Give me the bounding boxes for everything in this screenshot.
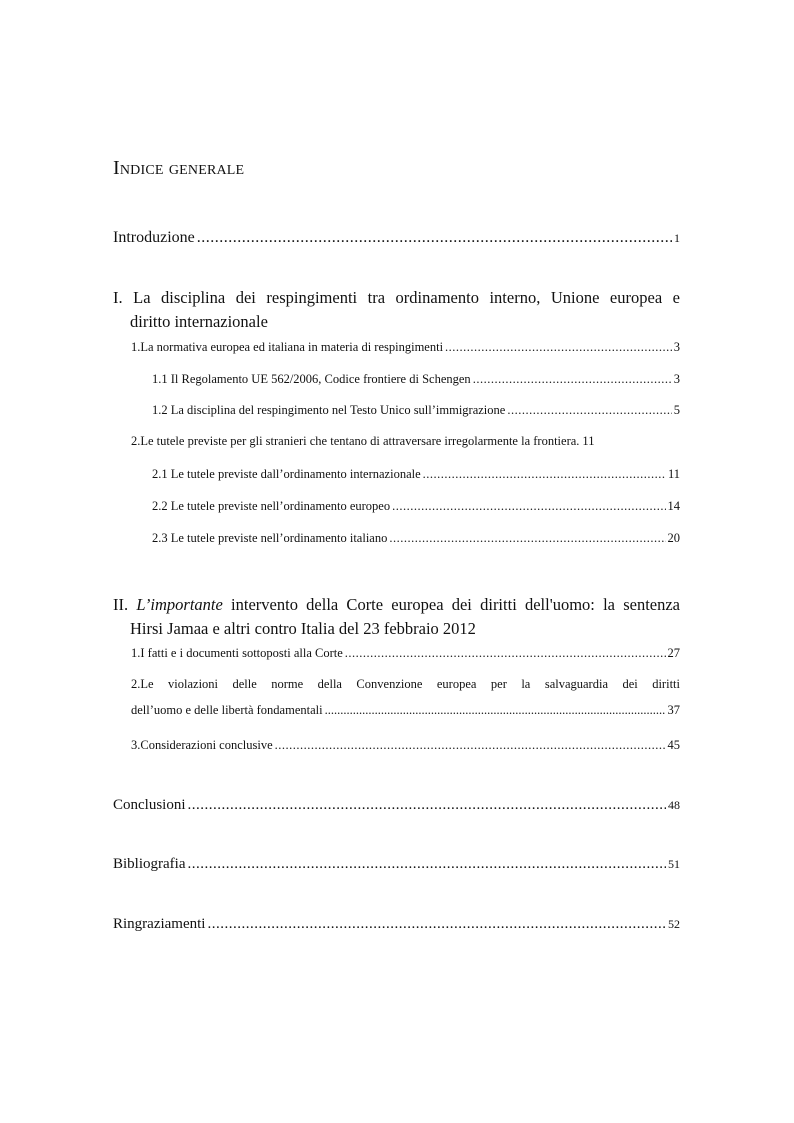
toc-page-number: 11 — [582, 434, 595, 448]
dot-leader — [188, 797, 666, 814]
toc-entry-ch2-3[interactable] — [131, 738, 680, 753]
toc-entry-label: Bibliografia — [113, 856, 186, 872]
toc-entry-ch1-1-2[interactable] — [152, 403, 680, 418]
toc-entry-ch1-2[interactable] — [131, 434, 680, 449]
toc-entry-label: 2.Le tutele previste per gli stranieri che tentano di attraversare irregolarmente la frontiera. — [131, 434, 580, 448]
toc-page-number: 20 — [667, 531, 680, 545]
toc-page-number: 5 — [673, 403, 680, 417]
dot-leader — [445, 340, 672, 355]
toc-page-number: 48 — [668, 798, 680, 812]
toc-page-number: 14 — [667, 499, 680, 513]
dot-leader — [389, 531, 665, 546]
toc-entry-label: 1.1 Il Regolamento UE 562/2006, Codice frontiere di Schengen — [152, 372, 471, 386]
toc-entry-ch1-1-1[interactable] — [152, 372, 680, 387]
chapter-title-line2: diritto internazionale — [130, 312, 268, 331]
toc-entry-label: 2.3 Le tutele previste nell’ordinamento italiano — [152, 531, 388, 545]
toc-entry-ch2-2[interactable] — [131, 677, 680, 718]
toc-entry-conclusioni[interactable] — [113, 797, 680, 814]
dot-leader — [197, 229, 672, 247]
dot-leader — [423, 467, 666, 482]
toc-entry-line2 — [131, 703, 680, 718]
toc-entry-label: 2.2 Le tutele previste nell’ordinamento europeo — [152, 499, 391, 513]
toc-entry-ch2-1[interactable] — [131, 646, 680, 661]
toc-page-number: 3 — [673, 372, 680, 386]
toc-entry-ch1-2-2[interactable] — [152, 499, 680, 514]
toc-page-number: 1 — [674, 231, 680, 245]
toc-page-number: 27 — [667, 646, 680, 660]
chapter-title-line1: intervento della Corte europea dei diritti dell'uomo: la sentenza — [231, 595, 681, 614]
toc-entry-label-line1: 2.Le violazioni delle norme della Convenzione europea per la salvaguardia dei diritti — [131, 677, 680, 691]
chapter-heading-line1 — [113, 286, 680, 310]
toc-page-number: 11 — [667, 467, 680, 481]
dot-leader — [275, 738, 666, 753]
toc-entry-label: 3.Considerazioni conclusive — [131, 738, 273, 752]
toc-entry-bibliografia[interactable] — [113, 856, 680, 873]
dot-leader — [207, 916, 666, 933]
toc-entry-label: Ringraziamenti — [113, 916, 206, 932]
toc-entry-introduzione[interactable] — [113, 229, 680, 247]
toc-page-number: 37 — [667, 703, 680, 717]
dot-leader — [187, 856, 666, 873]
toc-title: Indice generale — [113, 157, 245, 179]
toc-page-number: 52 — [668, 917, 680, 931]
toc-entry-label: 1.La normativa europea ed italiana in materia di respingimenti — [131, 340, 444, 354]
toc-entry-ch1-1[interactable] — [131, 340, 680, 355]
toc-entry-label-line2: dell’uomo e delle libertà fondamentali — [131, 703, 323, 717]
toc-entry-ch1-2-1[interactable] — [152, 467, 680, 482]
dot-leader — [392, 499, 665, 514]
chapter-title-italic: L’importante — [136, 595, 223, 614]
toc-entry-ch1-2-3[interactable] — [152, 531, 680, 546]
chapter-title-line1: La disciplina dei respingimenti tra ordinamento interno, Unione europea e — [133, 288, 680, 307]
toc-chapter-1[interactable] — [113, 286, 680, 334]
dot-leader — [325, 703, 666, 718]
dot-leader — [473, 372, 672, 387]
toc-entry-label: 2.1 Le tutele previste dall’ordinamento internazionale — [152, 467, 421, 481]
chapter-number: II. — [113, 595, 129, 614]
toc-entry-label: 1.2 La disciplina del respingimento nel Testo Unico sull’immigrazione — [152, 403, 506, 417]
dot-leader — [507, 403, 671, 418]
chapter-number: I. — [113, 288, 123, 307]
chapter-title-line2: Hirsi Jamaa e altri contro Italia del 23 febbraio 2012 — [130, 619, 476, 638]
toc-entry-label: Conclusioni — [113, 797, 186, 813]
toc-chapter-2[interactable] — [113, 593, 680, 641]
toc-entry-ringraziamenti[interactable] — [113, 916, 680, 933]
toc-page-number: 51 — [668, 857, 680, 871]
toc-page-number: 45 — [667, 738, 680, 752]
toc-entry-label: 1.I fatti e i documenti sottoposti alla Corte — [131, 646, 343, 660]
toc-entry-label: Introduzione — [113, 229, 195, 246]
toc-page-number: 3 — [673, 340, 680, 354]
dot-leader — [345, 646, 666, 661]
chapter-heading-line1 — [113, 593, 680, 617]
